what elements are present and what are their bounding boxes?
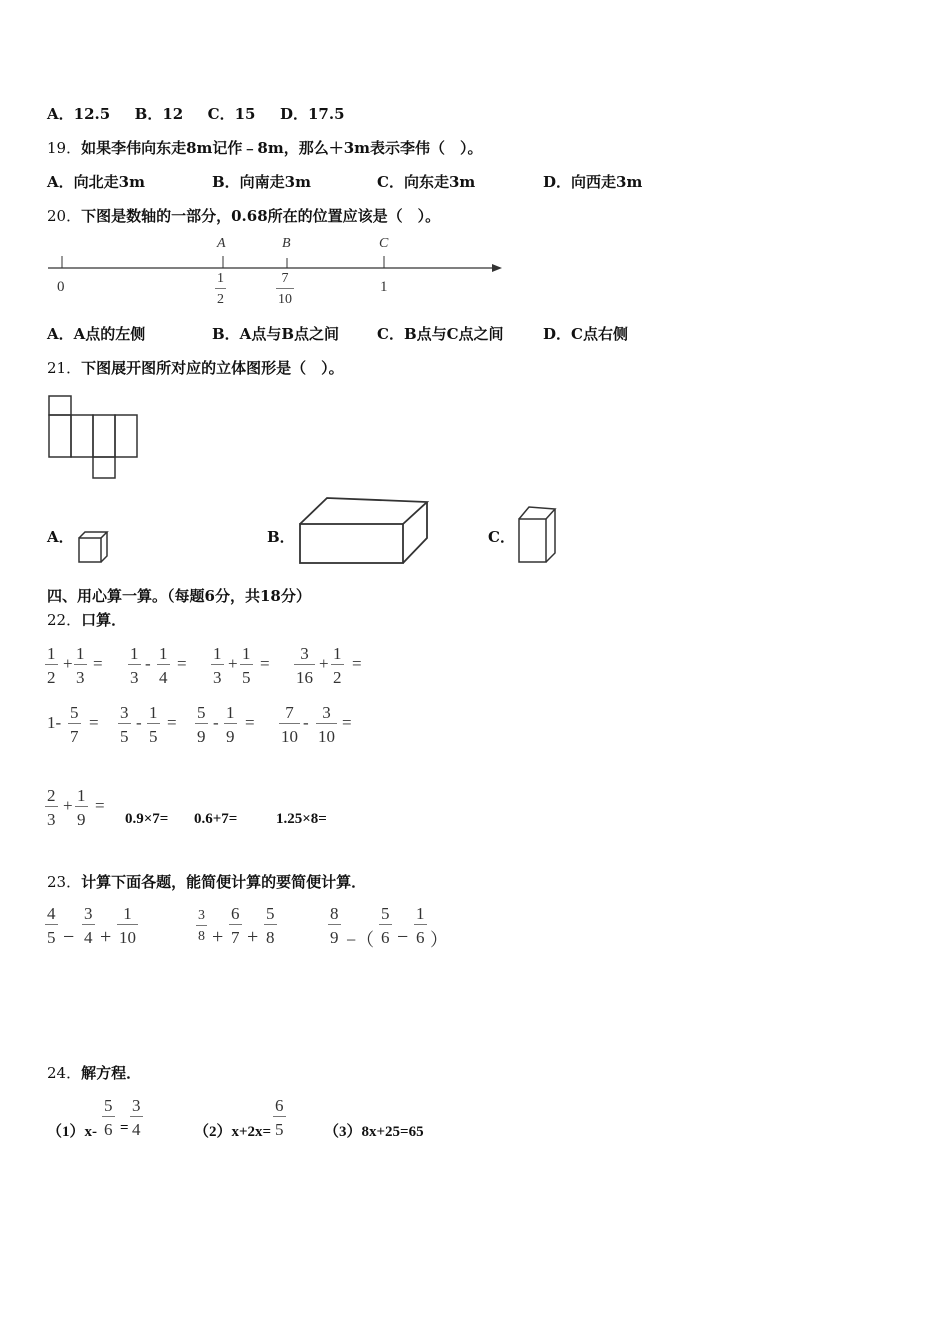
fraction: $\frac{5}{9}$	[197, 703, 206, 746]
equals: =	[260, 654, 270, 673]
equals: =	[177, 654, 187, 673]
fraction: $\frac{5}{6}$	[104, 1096, 113, 1139]
fraction: $\frac{3}{4}$	[84, 904, 93, 947]
oral-calc-2: 0.6+7=	[194, 811, 238, 827]
fraction: $\frac{1}{6}$	[416, 904, 425, 947]
fraction: $\frac{1}{3}$	[130, 644, 139, 687]
q24-number: 24．	[47, 1064, 82, 1082]
q23-number: 23．	[47, 873, 82, 891]
q21-stem	[47, 357, 344, 378]
equals: =	[352, 654, 362, 673]
q20-text: 下图是数轴的一部分，0.68所在的位置应该是（ ）。	[81, 207, 441, 225]
operator: -	[136, 713, 142, 732]
equals: =	[95, 796, 105, 815]
equals: =	[89, 713, 99, 732]
fraction: $\frac{6}{7}$	[231, 904, 240, 947]
fraction: $\frac{3}{5}$	[120, 703, 129, 746]
q19-option-b: B．向南走3m	[212, 173, 311, 191]
q23-text: 计算下面各题，能简便计算的要简便计算．	[81, 873, 367, 891]
q20-number: 20．	[47, 207, 82, 225]
equals: =	[167, 713, 177, 732]
fraction: $\frac{3}{16}$	[296, 644, 313, 687]
axis-fraction-half: $\frac{1}{2}$	[217, 271, 224, 307]
q18-option-c: C．15	[207, 105, 256, 123]
cube-net-figure	[45, 393, 145, 483]
equation-1-equals: =	[120, 1120, 129, 1136]
axis-label-c: C	[379, 236, 389, 251]
operator: ）	[430, 930, 448, 950]
equals: =	[93, 654, 103, 673]
one-minus: 1-	[47, 713, 62, 732]
q19-text: 如果李伟向东走8m记作﹣8m，那么＋3m表示李伟（ ）。	[81, 139, 483, 157]
section-4-title: 四、用心算一算。（每题6分，共18分）	[47, 587, 311, 605]
axis-label-b: B	[282, 236, 291, 251]
operator: +	[63, 654, 73, 673]
equals: =	[342, 713, 352, 732]
operator: -	[303, 713, 309, 732]
fraction: $\frac{3}{4}$	[132, 1096, 141, 1139]
q20-option-a: A．A点的左侧	[47, 325, 146, 343]
operator: -	[213, 713, 219, 732]
axis-one: 1	[380, 279, 388, 295]
fraction: $\frac{5}{6}$	[381, 904, 390, 947]
operator: +	[319, 654, 329, 673]
q20-option-b: B．A点与B点之间	[212, 325, 339, 343]
fraction: $\frac{8}{9}$	[330, 904, 339, 947]
axis-label-a: A	[217, 236, 226, 251]
fraction: $\frac{5}{8}$	[266, 904, 275, 947]
q18-option-b: B．12	[134, 105, 184, 123]
q18-options	[47, 103, 345, 124]
q24-text: 解方程．	[81, 1064, 142, 1082]
rectangular-prism-figure	[296, 494, 436, 569]
fraction: $\frac{4}{5}$	[47, 904, 56, 947]
equation-3: （3）8x+25=65	[324, 1124, 424, 1140]
fraction: $\frac{1}{2}$	[333, 644, 342, 687]
fraction: $\frac{1}{5}$	[149, 703, 158, 746]
q19-option-a: A．向北走3m	[47, 173, 145, 191]
fraction: $\frac{1}{9}$	[77, 786, 86, 829]
number-line	[40, 232, 510, 312]
fraction: $\frac{5}{7}$	[70, 703, 79, 746]
fraction: $\frac{1}{5}$	[242, 644, 251, 687]
q19-option-c: C．向东走3m	[377, 173, 476, 191]
q22-number: 22．	[47, 611, 82, 629]
fraction: $\frac{7}{10}$	[281, 703, 298, 746]
small-cube-figure	[74, 528, 114, 568]
q19-stem	[47, 137, 483, 158]
operator: +	[228, 654, 238, 673]
operator: +	[100, 926, 112, 948]
fraction: $\frac{1}{10}$	[119, 904, 136, 947]
equation-2-prefix: （2）x+2x=	[194, 1124, 272, 1140]
q21-option-a: A．	[47, 528, 74, 546]
oral-calc-1: 0.9×7=	[125, 811, 169, 827]
q19-option-d: D．向西走3m	[543, 173, 643, 191]
operator: −	[63, 926, 75, 948]
q20-option-c: C．B点与C点之间	[377, 325, 504, 343]
q23-stem	[47, 871, 366, 892]
axis-zero: 0	[57, 279, 65, 295]
fraction: $\frac{1}{3}$	[76, 644, 85, 687]
axis-fraction-seven-tenths: $\frac{7}{10}$	[278, 271, 292, 307]
q21-number: 21．	[47, 359, 82, 377]
equation-1-prefix: （1）x-	[47, 1124, 97, 1140]
oral-calc-3: 1.25×8=	[276, 811, 327, 827]
fraction: $\frac{6}{5}$	[275, 1096, 284, 1139]
equals: =	[245, 713, 255, 732]
q21-option-b: B．	[267, 528, 295, 546]
q21-text: 下图展开图所对应的立体图形是（ ）。	[81, 359, 344, 377]
q20-stem	[47, 205, 440, 226]
fraction: $\frac{3}{10}$	[318, 703, 335, 746]
fraction: $\frac{2}{3}$	[47, 786, 56, 829]
operator: +	[212, 926, 224, 948]
fraction: $\frac{1}{9}$	[226, 703, 235, 746]
fraction: $\frac{1}{3}$	[213, 644, 222, 687]
q19-number: 19．	[47, 139, 82, 157]
q21-option-c: C．	[488, 528, 515, 546]
operator: +	[63, 796, 73, 815]
q22-text: 口算．	[81, 611, 127, 629]
tall-prism-figure	[514, 503, 564, 568]
q24-stem	[47, 1062, 141, 1083]
operator: -	[145, 654, 151, 673]
fraction: $\frac{1}{4}$	[159, 644, 168, 687]
q20-option-d: D．C点右侧	[543, 325, 628, 343]
operator: −	[397, 926, 409, 948]
operator: −（	[346, 930, 375, 950]
fraction: $\frac{3}{8}$	[198, 908, 205, 944]
q18-option-a: A．12.5	[47, 105, 111, 123]
fraction: $\frac{1}{2}$	[47, 644, 56, 687]
operator: +	[247, 926, 259, 948]
q18-option-d: D．17.5	[279, 105, 345, 123]
q22-stem	[47, 609, 126, 630]
